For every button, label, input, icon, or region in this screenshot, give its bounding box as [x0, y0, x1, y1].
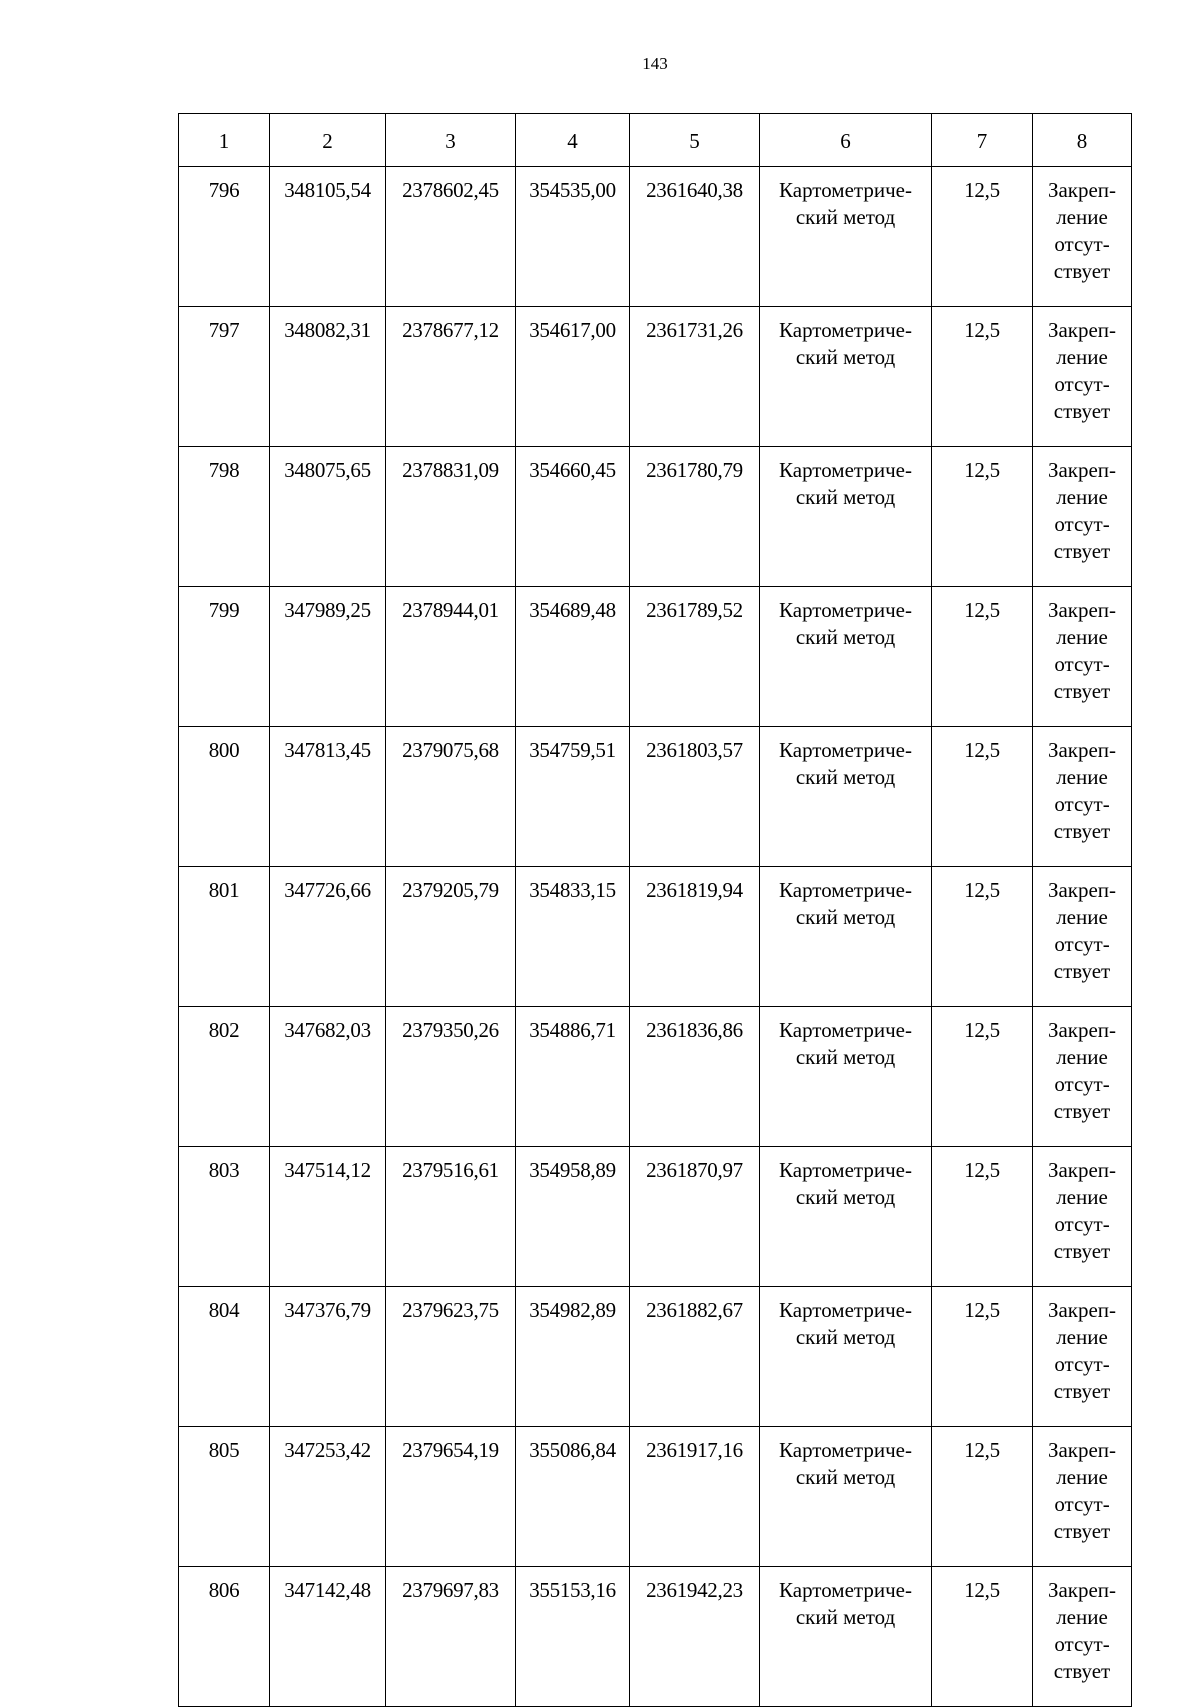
point-number-cell: 803	[179, 1147, 270, 1287]
method-text-line: Картометриче-	[779, 318, 912, 342]
coordinate-cell: 2361882,67	[630, 1287, 760, 1427]
point-number-cell: 799	[179, 587, 270, 727]
coordinate-cell: 2361870,97	[630, 1147, 760, 1287]
method-text-line: Картометриче-	[779, 598, 912, 622]
method-text-line: ский метод	[795, 765, 896, 789]
marker-description-line: отсут-	[1054, 232, 1110, 256]
marker-description-line: ление	[1056, 345, 1108, 369]
coordinate-cell: 348075,65	[270, 447, 386, 587]
marker-description-line: ствует	[1053, 679, 1111, 703]
coordinate-cell: 347253,42	[270, 1427, 386, 1567]
accuracy-cell: 12,5	[932, 447, 1033, 587]
accuracy-cell: 12,5	[932, 727, 1033, 867]
marker-description-line: отсут-	[1054, 512, 1110, 536]
marker-description-line: ление	[1056, 1465, 1108, 1489]
coordinate-cell: 2379075,68	[386, 727, 516, 867]
marker-description-cell	[1033, 1427, 1132, 1567]
coordinate-cell: 347376,79	[270, 1287, 386, 1427]
method-cell	[760, 727, 932, 867]
marker-description-cell	[1033, 167, 1132, 307]
coordinate-cell: 2378677,12	[386, 307, 516, 447]
column-header: 8	[1033, 114, 1132, 167]
marker-description-cell	[1033, 1147, 1132, 1287]
marker-description-cell	[1033, 307, 1132, 447]
method-cell	[760, 587, 932, 727]
method-text-line: ский метод	[795, 485, 896, 509]
point-number-cell: 802	[179, 1007, 270, 1147]
marker-description-line: ление	[1056, 205, 1108, 229]
coordinate-cell: 2361789,52	[630, 587, 760, 727]
marker-description-line: отсут-	[1054, 652, 1110, 676]
coordinate-cell: 2361917,16	[630, 1427, 760, 1567]
marker-description-cell	[1033, 867, 1132, 1007]
method-text-line: ский метод	[795, 625, 896, 649]
table-row	[179, 1427, 1132, 1567]
coordinate-cell: 348082,31	[270, 307, 386, 447]
coordinate-cell: 2361640,38	[630, 167, 760, 307]
marker-description-line: Закреп-	[1047, 1298, 1117, 1322]
method-cell	[760, 1287, 932, 1427]
marker-description-line: ствует	[1053, 1379, 1111, 1403]
marker-description-line: отсут-	[1054, 1212, 1110, 1236]
method-cell	[760, 1147, 932, 1287]
coordinate-cell: 2379205,79	[386, 867, 516, 1007]
accuracy-cell: 12,5	[932, 587, 1033, 727]
marker-description-line: Закреп-	[1047, 1158, 1117, 1182]
marker-description-line: Закреп-	[1047, 1018, 1117, 1042]
column-header: 3	[386, 114, 516, 167]
coordinate-cell: 354833,15	[516, 867, 630, 1007]
coordinate-cell: 347813,45	[270, 727, 386, 867]
method-text-line: ский метод	[795, 1605, 896, 1629]
point-number-cell: 796	[179, 167, 270, 307]
marker-description-line: отсут-	[1054, 792, 1110, 816]
point-number-cell: 806	[179, 1567, 270, 1707]
coordinate-cell: 2379623,75	[386, 1287, 516, 1427]
method-text-line: Картометриче-	[779, 738, 912, 762]
column-header: 4	[516, 114, 630, 167]
coordinate-cell: 2361819,94	[630, 867, 760, 1007]
coordinate-cell: 354982,89	[516, 1287, 630, 1427]
coordinate-cell: 2361780,79	[630, 447, 760, 587]
marker-description-line: Закреп-	[1047, 598, 1117, 622]
marker-description-line: Закреп-	[1047, 318, 1117, 342]
method-text-line: Картометриче-	[779, 458, 912, 482]
table-row	[179, 867, 1132, 1007]
marker-description-line: ствует	[1053, 1099, 1111, 1123]
accuracy-cell: 12,5	[932, 1147, 1033, 1287]
marker-description-line: ствует	[1053, 1519, 1111, 1543]
marker-description-cell	[1033, 587, 1132, 727]
coordinate-cell: 354689,48	[516, 587, 630, 727]
coordinate-cell: 354759,51	[516, 727, 630, 867]
table-row	[179, 307, 1132, 447]
marker-description-line: ление	[1056, 1045, 1108, 1069]
accuracy-cell: 12,5	[932, 167, 1033, 307]
marker-description-cell	[1033, 1287, 1132, 1427]
marker-description-line: Закреп-	[1047, 178, 1117, 202]
coordinate-cell: 2361803,57	[630, 727, 760, 867]
method-text-line: ский метод	[795, 345, 896, 369]
marker-description-line: ствует	[1053, 959, 1111, 983]
method-cell	[760, 307, 932, 447]
method-cell	[760, 867, 932, 1007]
table-row	[179, 587, 1132, 727]
accuracy-cell: 12,5	[932, 1007, 1033, 1147]
marker-description-line: ление	[1056, 625, 1108, 649]
coordinate-cell: 355086,84	[516, 1427, 630, 1567]
marker-description-line: ление	[1056, 485, 1108, 509]
coordinate-cell: 348105,54	[270, 167, 386, 307]
marker-description-line: ствует	[1053, 539, 1111, 563]
accuracy-cell: 12,5	[932, 1567, 1033, 1707]
method-cell	[760, 1427, 932, 1567]
marker-description-line: ствует	[1053, 259, 1111, 283]
marker-description-line: отсут-	[1054, 1352, 1110, 1376]
table-row	[179, 447, 1132, 587]
marker-description-cell	[1033, 1007, 1132, 1147]
marker-description-cell	[1033, 727, 1132, 867]
marker-description-line: ствует	[1053, 399, 1111, 423]
method-text-line: Картометриче-	[779, 1578, 912, 1602]
table-row	[179, 1007, 1132, 1147]
point-number-cell: 798	[179, 447, 270, 587]
marker-description-line: ление	[1056, 1325, 1108, 1349]
coordinate-cell: 354535,00	[516, 167, 630, 307]
coordinate-cell: 2378944,01	[386, 587, 516, 727]
coordinate-cell: 347682,03	[270, 1007, 386, 1147]
method-text-line: ский метод	[795, 1465, 896, 1489]
coordinate-cell: 347514,12	[270, 1147, 386, 1287]
coordinate-cell: 354958,89	[516, 1147, 630, 1287]
method-text-line: ский метод	[795, 1325, 896, 1349]
method-cell	[760, 447, 932, 587]
marker-description-line: ление	[1056, 1185, 1108, 1209]
point-number-cell: 800	[179, 727, 270, 867]
page-number: 143	[642, 54, 668, 73]
coordinate-cell: 2361731,26	[630, 307, 760, 447]
accuracy-cell: 12,5	[932, 867, 1033, 1007]
coordinate-cell: 2378831,09	[386, 447, 516, 587]
coordinate-cell: 354886,71	[516, 1007, 630, 1147]
accuracy-cell: 12,5	[932, 307, 1033, 447]
marker-description-line: ствует	[1053, 819, 1111, 843]
point-number-cell: 797	[179, 307, 270, 447]
method-text-line: ский метод	[795, 1045, 896, 1069]
table-row	[179, 1147, 1132, 1287]
point-number-cell: 805	[179, 1427, 270, 1567]
marker-description-line: Закреп-	[1047, 1438, 1117, 1462]
coordinate-cell: 2378602,45	[386, 167, 516, 307]
marker-description-line: отсут-	[1054, 1072, 1110, 1096]
column-header: 2	[270, 114, 386, 167]
coordinate-cell: 347142,48	[270, 1567, 386, 1707]
coordinate-cell: 354617,00	[516, 307, 630, 447]
method-text-line: Картометриче-	[779, 1158, 912, 1182]
coordinate-cell: 2361836,86	[630, 1007, 760, 1147]
marker-description-line: отсут-	[1054, 372, 1110, 396]
method-text-line: ский метод	[795, 1185, 896, 1209]
table-row	[179, 1567, 1132, 1707]
method-cell	[760, 1007, 932, 1147]
coordinate-cell: 347726,66	[270, 867, 386, 1007]
marker-description-line: Закреп-	[1047, 458, 1117, 482]
point-number-cell: 804	[179, 1287, 270, 1427]
marker-description-line: ление	[1056, 765, 1108, 789]
method-text-line: Картометриче-	[779, 1298, 912, 1322]
table-row	[179, 727, 1132, 867]
method-text-line: Картометриче-	[779, 1438, 912, 1462]
marker-description-line: Закреп-	[1047, 878, 1117, 902]
method-text-line: Картометриче-	[779, 178, 912, 202]
marker-description-line: ствует	[1053, 1659, 1111, 1683]
coordinate-cell: 2379654,19	[386, 1427, 516, 1567]
method-text-line: Картометриче-	[779, 878, 912, 902]
table-body	[179, 167, 1132, 1707]
marker-description-cell	[1033, 1567, 1132, 1707]
column-header: 5	[630, 114, 760, 167]
coordinate-cell: 354660,45	[516, 447, 630, 587]
coordinate-cell: 2379697,83	[386, 1567, 516, 1707]
marker-description-line: Закреп-	[1047, 1578, 1117, 1602]
coordinate-cell: 2379516,61	[386, 1147, 516, 1287]
coordinate-cell: 2379350,26	[386, 1007, 516, 1147]
table-header-row	[179, 114, 1132, 167]
marker-description-line: ление	[1056, 905, 1108, 929]
coordinate-cell: 2361942,23	[630, 1567, 760, 1707]
coordinate-cell: 355153,16	[516, 1567, 630, 1707]
marker-description-line: отсут-	[1054, 932, 1110, 956]
method-text-line: ский метод	[795, 905, 896, 929]
column-header: 6	[760, 114, 932, 167]
accuracy-cell: 12,5	[932, 1287, 1033, 1427]
method-text-line: Картометриче-	[779, 1018, 912, 1042]
marker-description-line: отсут-	[1054, 1632, 1110, 1656]
table-row	[179, 167, 1132, 307]
method-text-line: ский метод	[795, 205, 896, 229]
table-row	[179, 1287, 1132, 1427]
column-header: 1	[179, 114, 270, 167]
marker-description-line: Закреп-	[1047, 738, 1117, 762]
marker-description-line: ление	[1056, 1605, 1108, 1629]
point-number-cell: 801	[179, 867, 270, 1007]
method-cell	[760, 1567, 932, 1707]
accuracy-cell: 12,5	[932, 1427, 1033, 1567]
column-header: 7	[932, 114, 1033, 167]
marker-description-line: отсут-	[1054, 1492, 1110, 1516]
coordinate-cell: 347989,25	[270, 587, 386, 727]
coordinates-table	[178, 113, 1132, 1707]
marker-description-cell	[1033, 447, 1132, 587]
method-cell	[760, 167, 932, 307]
marker-description-line: ствует	[1053, 1239, 1111, 1263]
